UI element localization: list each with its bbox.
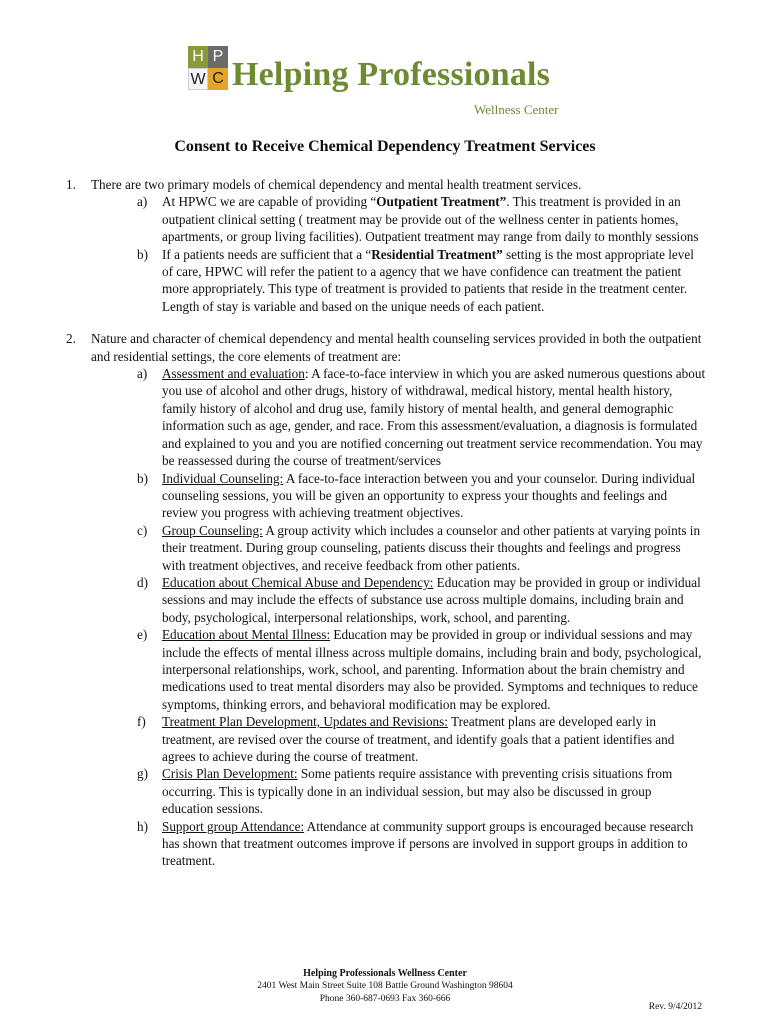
sub-item-label: f)	[137, 714, 146, 730]
sub-item-2f	[91, 713, 706, 765]
sub-item-text: A face-to-face interaction between you and your counselor. During individual counseling sessions, you will be given an opportunity to express your thoughts and feelings and review you progress with achieving treatment objectives.	[162, 470, 696, 521]
sub-item-label: d)	[137, 574, 148, 590]
section-1	[66, 176, 706, 315]
sub-item-text: Education may be provided in group or individual sessions and may include the effects of substance use across multiple domains, including brain and body, psychological, interpersonal relationships, work, school, and parenting.	[162, 574, 701, 625]
sub-item-label: c)	[137, 522, 148, 538]
sub-item-text: If a patients needs are sufficient that a “	[162, 246, 372, 262]
logo-cell-w: W	[188, 68, 208, 90]
sub-item-text: setting is the most appropriate level of care, HPWC will refer the patient to a agency that we have confidence can treatment the patient more appropriately. This type of treatment is provided to patients that reside in the treatment center. Length of stay is variable and based on the unique needs of each patient.	[162, 246, 694, 314]
sub-item-heading: Education about Mental Illness:	[162, 627, 331, 643]
logo-subtitle: Wellness Center	[474, 102, 559, 117]
sub-item-text: Treatment plans are developed early in treatment, are revised over the course of treatment, and identify goals that a patient identifies and agrees to achieve during the course of treatment.	[162, 714, 675, 764]
footer-address: 2401 West Main Street Suite 108 Battle Ground Washington 98604	[257, 981, 513, 991]
sub-item-2d	[91, 574, 706, 626]
footer-phone: Phone 360-687-0693 Fax 360-666	[319, 994, 451, 1004]
revision-date: Rev. 9/4/2012	[648, 1002, 702, 1012]
sub-item-label: b)	[137, 470, 148, 486]
logo-title: Helping Professionals	[232, 56, 551, 93]
sub-item-heading: Crisis Plan Development:	[162, 766, 298, 782]
logo-grid-icon	[188, 46, 228, 90]
sub-item-2a	[91, 365, 706, 469]
sub-item-1a	[91, 193, 706, 245]
sub-item-text: Some patients require assistance with preventing crisis situations from occurring. This is typically done in an individual session, but may also be discussed in group education sessions.	[162, 766, 673, 817]
sub-item-text: : A face-to-face interview in which you are asked numerous questions about you use of alcohol and other drugs, history of withdrawal, medical history, mental health history, family history of alcohol and drug use, family history of mental health, and general demographic information such as age, gender, and race. From this assessment/evaluation, a diagnosis is formulated and explained to you and you are notified concerning out treatment service recommendation. You may be reassessed during the course of treatment/services	[162, 366, 706, 469]
sub-item-2c	[91, 522, 706, 574]
sub-item-2h	[91, 818, 706, 870]
sub-item-label: e)	[137, 627, 148, 643]
sub-item-heading: Group Counseling:	[162, 522, 263, 538]
sub-item-label: a)	[137, 194, 148, 210]
sub-item-2g	[91, 765, 706, 817]
sub-item-heading: Assessment and evaluation	[162, 366, 305, 382]
section-text: There are two primary models of chemical dependency and mental health treatment services.	[91, 177, 582, 192]
section-text: Nature and character of chemical dependency and mental health counseling services provided in both the outpatient and residential settings, the core elements of treatment are:	[91, 331, 702, 364]
section-2	[66, 330, 706, 870]
sub-item-label: g)	[137, 766, 148, 782]
sub-item-heading: Treatment Plan Development, Updates and Revisions:	[162, 714, 448, 730]
sub-item-2e	[91, 626, 706, 713]
footer	[0, 967, 770, 1006]
sub-item-text: . This treatment is provided in an outpatient clinical setting ( treatment may be provide out of the wellness center in patients homes, apartments, or group living facilities). Outpatient treatment may range from daily to monthly sessions	[162, 194, 699, 245]
sub-item-text: A group activity which includes a counselor and other patients at varying points in their treatment. During group counseling, patients discuss their thoughts and feelings and progress with treatment objectives, and receive feedback from other patients.	[162, 522, 701, 573]
sub-item-text: Education may be provided in group or individual sessions and may include the effects of mental illness across multiple domains, including brain and body, psychological, interpersonal relationships, work, school, and parenting. Information about the brain chemistry and medications used to treat mental disorders may also be provided. Symptoms and techniques to reduce symptoms, thinking errors, and behavioral modification may be explored.	[162, 627, 702, 712]
sub-item-text: Attendance at community support groups is encouraged because research has shown that treatment outcomes improve if persons are involved in support groups in addition to treatment.	[162, 818, 694, 869]
logo-cell-p: P	[208, 46, 228, 68]
sub-item-label: h)	[137, 818, 148, 834]
sub-item-label: b)	[137, 246, 148, 262]
sub-item-heading: Individual Counseling:	[162, 470, 284, 486]
sub-item-bold: Residential Treatment”	[371, 246, 503, 262]
sub-item-2b	[91, 470, 706, 522]
sub-item-heading: Support group Attendance:	[162, 818, 305, 834]
sub-item-bold: Outpatient Treatment”	[376, 194, 507, 210]
document-title: Consent to Receive Chemical Dependency Treatment Services	[174, 138, 596, 155]
sub-item-label: a)	[137, 366, 148, 382]
logo-cell-h: H	[188, 46, 208, 68]
sub-item-heading: Education about Chemical Abuse and Dependency:	[162, 574, 434, 590]
sub-item-1b	[91, 246, 706, 316]
section-number: 2.	[66, 331, 76, 347]
document-body	[66, 176, 706, 870]
logo-cell-c: C	[208, 68, 228, 90]
section-number: 1.	[66, 177, 76, 192]
footer-org-name: Helping Professionals Wellness Center	[303, 968, 467, 979]
sub-item-text: At HPWC we are capable of providing “	[162, 194, 377, 210]
